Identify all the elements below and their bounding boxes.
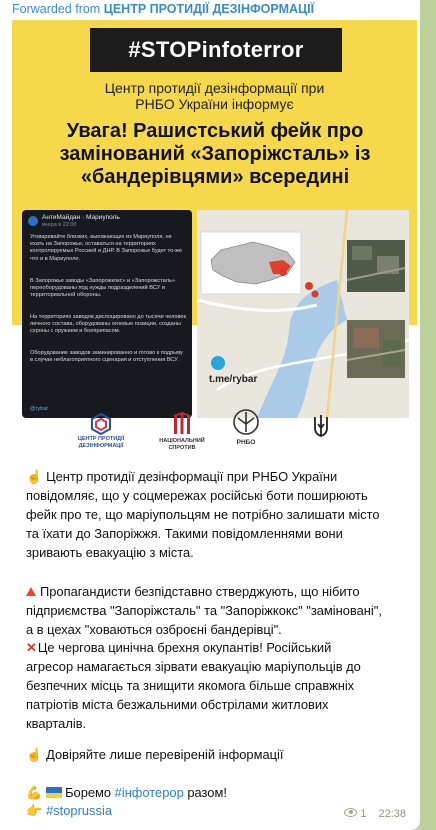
poster-subtitle-line: РНБО України інформує [135,96,294,112]
fake-post-paragraph: В Запорожье заводы «Запорожкокс» и «Запорожсталь» переоборудованы под нужды подразделений ВСУ и территориальной обороны. [30,278,176,299]
forwarded-prefix: Forwarded from [12,2,104,16]
pointing-hand-emoji-icon: 👉 [26,803,43,818]
map-illustration [197,210,409,418]
channel-name: АнтиМайдан · Мариуполь [42,214,120,221]
hashtag-link[interactable]: #інфотерор [114,785,184,800]
trident-icon [313,414,329,440]
forwarded-source[interactable]: ЦЕНТР ПРОТИДІЇ ДЕЗІНФОРМАЦІЇ [103,2,315,16]
message-image[interactable] [12,20,417,460]
ns-logo-line: СПРОТИВ [168,444,196,451]
message-paragraph-3 [26,638,386,733]
pointing-up-emoji-icon: ☝ [26,747,43,762]
message-paragraph-6 [26,801,386,820]
post-date: вчера в 22:00 [42,222,77,228]
channel-avatar [28,216,38,226]
message-meta [344,808,406,820]
message-line: зривають евакуацію з міста. [26,545,194,560]
national-resistance-logo-text [156,438,208,451]
message-line: а в цехах "ховаються озброєні бандерівці". [26,622,282,637]
telegram-channel-link: t.me/rybar [209,374,258,385]
message-line: агресор намагається зірвати евакуацію маріупольців до [26,659,361,674]
message-line [26,638,386,657]
fake-post-source: @rybar [30,406,49,412]
message-paragraph-5 [26,783,386,802]
views-count: 1 [360,808,367,820]
fake-post-paragraph: На территориях заводов дислоцировано до тысячи человек личного состава, оборудованы огневые позиции, созданы схроны с оружием и боеприпасом. [30,314,186,335]
poster-subtitle [32,80,397,112]
telegram-icon [211,356,225,370]
hashtag-link[interactable]: #stoprussia [46,803,112,818]
message-line [26,467,386,486]
message-time: 22:38 [378,808,406,820]
rnbo-logo-text: РНБО [236,439,256,446]
cpd-logo-text [76,436,126,449]
message-line: фейк про те, що маріупольцям не потрібно залишати місто [26,507,380,522]
pointing-up-emoji-icon: ☝ [26,469,43,484]
red-triangle-emoji-icon [26,587,36,596]
cpd-logo-icon [90,413,112,435]
poster-headline [30,120,400,189]
fake-post-card [22,210,192,418]
chat-background [420,0,436,830]
message-paragraph-4 [26,745,386,764]
fake-post-paragraph: Уговаривайте близких, выезжающих из Мариуполя, не ехать на Запорожье, оставаться на территориях контролируемых Россией и ДНР. В Запорожье будет то-же что и в Мариуполе. [30,234,182,262]
message-line: та їхати до Запоріжжя. Такими повідомленнями вони [26,526,343,541]
message-paragraph-2 [26,582,386,639]
message-line: кварталів. [26,716,87,731]
message-text: Центр протидії дезінформації при РНБО України [46,469,338,484]
views-eye-icon [344,808,357,817]
fake-post-paragraph: Оборудование заводов заминированно и готово к подрыву в случае неблагоприятного сценария и отступления ВСУ. [30,350,183,364]
poster-subtitle-line: Центр протидії дезінформації при [104,80,325,96]
flexed-biceps-emoji-icon: 💪 [26,785,43,800]
cpd-logo-line: ДЕЗІНФОРМАЦІЇ [78,442,124,449]
message-line: безпечних місць та знищити якомога більше справжніх [26,678,355,693]
message-text: Це чергова цинічна брехня окупантів! Російський [37,640,332,655]
rnbo-logo-icon [232,408,260,436]
message-text: Довіряйте лише перевіреній інформації [46,747,284,762]
poster-headline-line: «бандерівцями» всередині [80,166,350,188]
message-text: Боремо [65,785,115,800]
ukraine-flag-icon [46,787,62,798]
message-line [26,582,386,601]
message-paragraph-1 [26,467,386,562]
fake-post-header [28,214,188,230]
ns-logo-line: НАЦІОНАЛЬНИЙ [159,438,205,444]
message-text: Пропагандисти безпідставно стверджують, що нібито [40,584,360,599]
national-resistance-logo-icon [171,412,193,436]
message-text: разом! [183,785,227,800]
poster-tag: #STOPinfoterror [90,28,342,72]
message-line: патріотів міста безжальними обстрілами житлових [26,697,329,712]
message-line: підприємства "Запоріжсталь" та "Запоріжкокс" "заміновані", [26,603,382,618]
cpd-logo-line: ЦЕНТР ПРОТИДІЇ [77,436,125,442]
poster-headline-line: замінований «Запоріжсталь» із [59,143,371,165]
cross-mark-emoji-icon: ✕ [26,640,37,655]
map-collage [197,210,409,418]
forwarded-header[interactable] [12,2,314,16]
poster-headline-line: Увага! Рашистський фейк про [66,120,364,142]
message-line: повідомляє, що у соцмережах російські боти поширюють [26,488,368,503]
